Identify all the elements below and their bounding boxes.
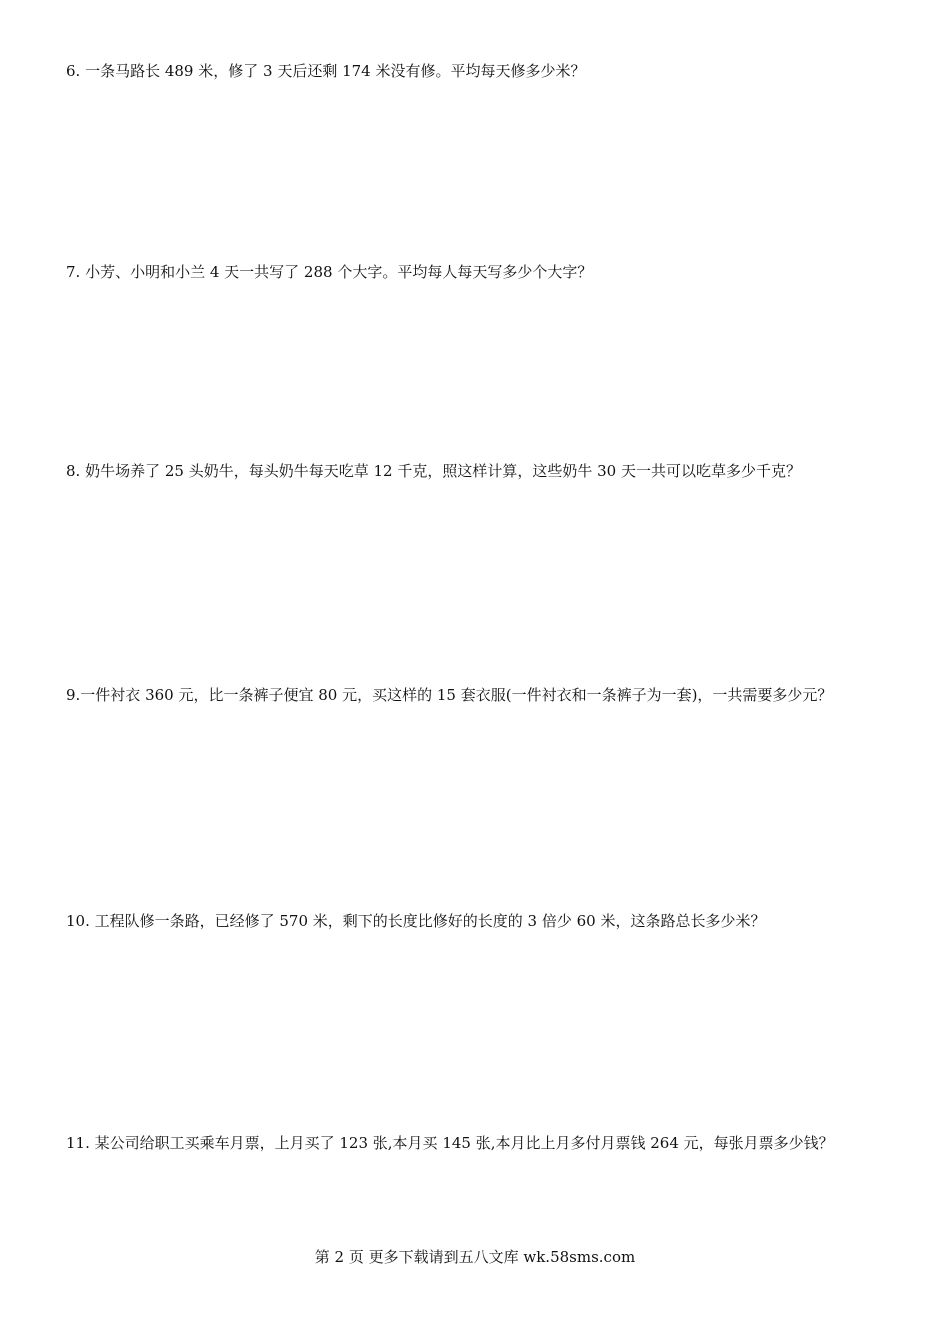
question-9: 9.一件衬衣 360 元，比一条裤子便宜 80 元，买这样的 15 套衣服(一件衬衣和一条裤子为一套)，一共需要多少元？ xyxy=(66,686,833,704)
question-10: 10. 工程队修一条路，已经修了 570 米，剩下的长度比修好的长度的 3 倍少 60 米，这条路总长多少米？ xyxy=(66,912,766,930)
question-8: 8. 奶牛场养了 25 头奶牛，每头奶牛每天吃草 12 千克，照这样计算，这些奶牛 30 天一共可以吃草多少千克？ xyxy=(66,462,801,480)
question-7: 7. 小芳、小明和小兰 4 天一共写了 288 个大字。平均每人每天写多少个大字？ xyxy=(66,263,593,281)
question-11: 11. 某公司给职工买乘车月票，上月买了 123 张,本月买 145 张,本月比上月多付月票钱 264 元，每张月票多少钱？ xyxy=(66,1134,834,1152)
question-6: 6. 一条马路长 489 米，修了 3 天后还剩 174 米没有修。平均每天修多少米？ xyxy=(66,62,586,80)
page-footer: 第 2 页 更多下载请到五八文库 wk.58sms.com xyxy=(314,1248,636,1266)
